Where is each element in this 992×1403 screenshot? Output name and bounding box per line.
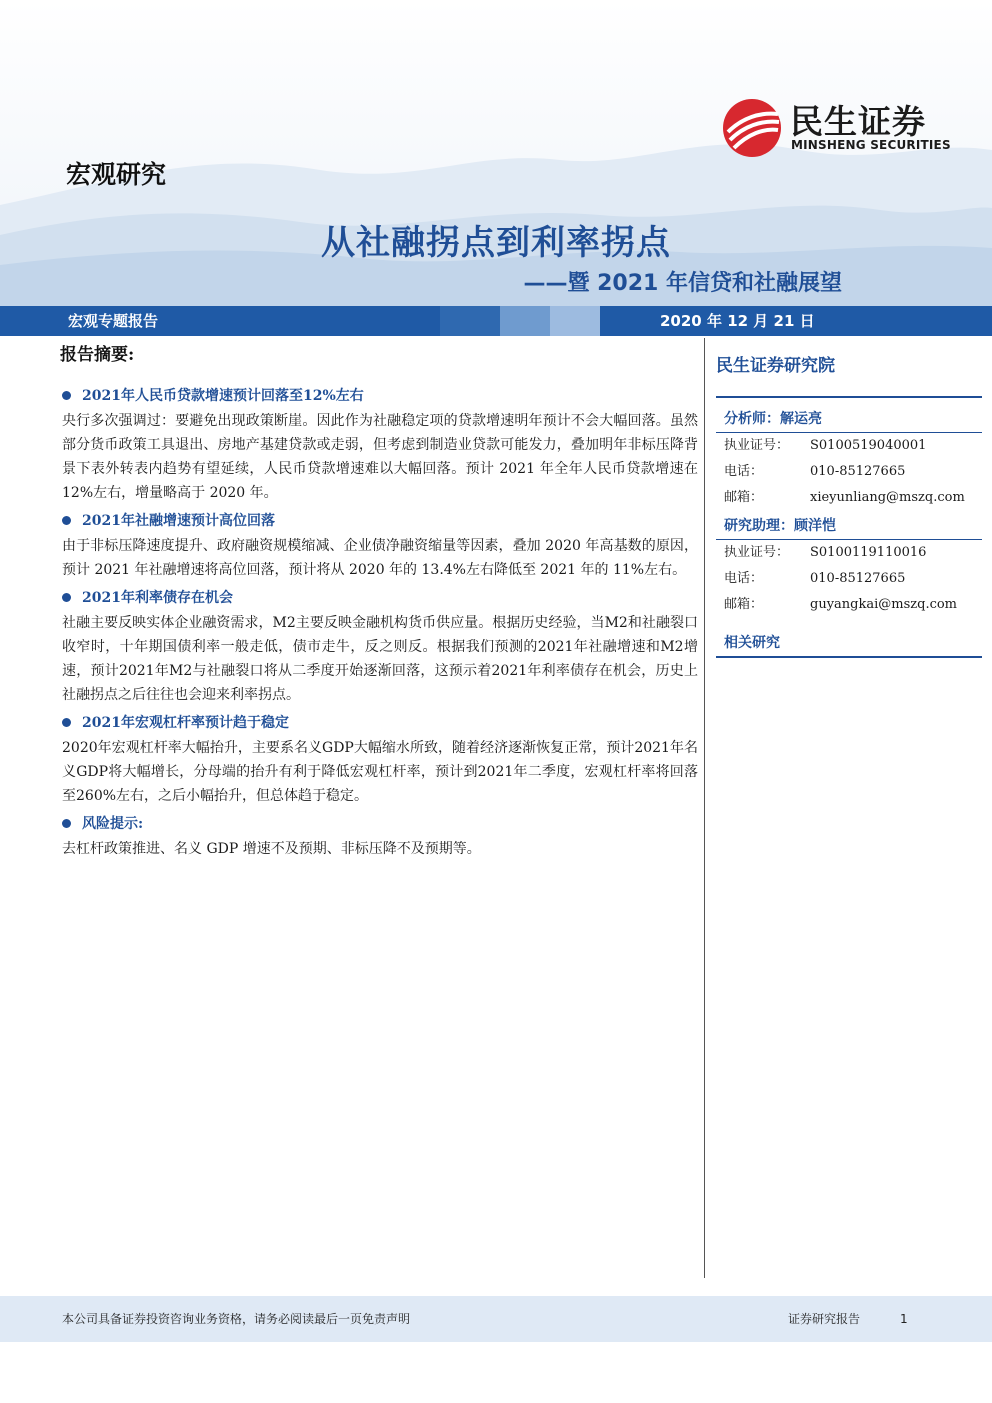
bullet-icon: [62, 718, 71, 727]
sidebar-divider: [716, 396, 982, 398]
summary-section-body: 央行多次强调过：要避免出现政策断崖。因此作为社融稳定项的贷款增速明年预计不会大幅回落。虽然部分货币政策工具退出、房地产基建贷款或走弱，但考虑到制造业贷款可能发力，叠加明年非标压降背景下表外转表内趋势有望延续，人民币贷款增速难以大幅回落。预计 2021 年全年人民币贷款增速在 12%左右，增量略高于 2020 年。: [62, 413, 698, 501]
brand-name-cn: 民生证券: [790, 102, 926, 141]
report-date: 2020 年 12 月 21 日: [660, 312, 815, 330]
summary-section-title: 2021年利率债存在机会: [60, 585, 698, 611]
bullet-icon: [62, 391, 71, 400]
summary-section: [60, 383, 698, 505]
summary-section: [60, 710, 698, 808]
assistant-email: 邮箱： guyangkai@mszq.com: [716, 592, 982, 618]
analyst-phone: 电话： 010-85127665: [724, 464, 906, 479]
analyst-email: 邮箱： xieyunliang@mszq.com: [716, 485, 982, 511]
sidebar-divider: [716, 656, 982, 658]
summary-section: [60, 508, 698, 582]
column-divider: [704, 338, 705, 1278]
report-subtitle: ——暨 2021 年信贷和社融展望: [523, 271, 842, 296]
summary-section-title: 2021年宏观杠杆率预计趋于稳定: [60, 710, 698, 736]
bullet-icon: [62, 593, 71, 602]
summary-heading: 报告摘要:: [60, 345, 135, 365]
sidebar: [716, 350, 982, 658]
summary-section-title: 2021年社融增速预计高位回落: [60, 508, 698, 534]
summary-section-body: 社融主要反映实体企业融资需求，M2主要反映金融机构货币供应量。根据历史经验，当M2和社融裂口收窄时，十年期国债利率一般走低，债市走牛，反之则反。根据我们预测的2021年社融增速和M2增速，预计2021年M2与社融裂口将从二季度开始逐渐回落，这预示着2021年利率债存在机会，历史上社融拐点之后往往也会迎来利率拐点。: [62, 615, 698, 703]
summary-body: [60, 383, 698, 864]
page-footer: [0, 1296, 992, 1342]
footer-doc-type: 证券研究报告: [788, 1312, 861, 1326]
report-title: 从社融拐点到利率拐点: [321, 223, 671, 263]
report-type: 宏观专题报告: [68, 312, 159, 330]
analyst-cert: 执业证号： S0100519040001: [724, 438, 927, 453]
analyst-label: 分析师：解运亮: [724, 411, 822, 427]
analyst-email-link[interactable]: xieyunliang@mszq.com: [810, 490, 965, 505]
risk-section: [60, 811, 698, 861]
assistant-cert: 执业证号： S0100119110016: [724, 545, 927, 560]
assistant-email-link[interactable]: guyangkai@mszq.com: [810, 597, 958, 612]
bullet-icon: [62, 819, 71, 828]
risk-section-body: 去杠杆政策推进、名义 GDP 增速不及预期、非标压降不及预期等。: [62, 841, 481, 857]
brand-name-en: MINSHENG SECURITIES: [791, 138, 951, 152]
brand-logo: [722, 96, 952, 158]
section-tag: 宏观研究: [66, 160, 167, 189]
footer-disclaimer: 本公司具备证券投资咨询业务资格，请务必阅读最后一页免责声明: [62, 1312, 411, 1326]
page-number: 1: [900, 1312, 908, 1326]
minsheng-logo-icon: [722, 98, 782, 158]
assistant-label: 研究助理：顾洋恺: [724, 518, 836, 534]
assistant-phone: 电话： 010-85127665: [724, 571, 906, 586]
summary-section: [60, 585, 698, 707]
summary-section-title: 2021年人民币贷款增速预计回落至12%左右: [60, 383, 698, 409]
related-research-label: 相关研究: [724, 635, 780, 651]
institute-name: 民生证券研究院: [716, 356, 835, 376]
bullet-icon: [62, 516, 71, 525]
summary-section-body: 2020年宏观杠杆率大幅抬升，主要系名义GDP大幅缩水所致，随着经济逐渐恢复正常，预计2021年名义GDP将大幅增长，分母端的抬升有利于降低宏观杠杆率，预计到2021年二季度，宏观杠杆率将回落至260%左右，之后小幅抬升，但总体趋于稳定。: [62, 740, 698, 804]
summary-section-body: 由于非标压降速度提升、政府融资规模缩减、企业债净融资缩量等因素，叠加 2020 年高基数的原因，预计 2021 年社融增速将高位回落，预计将从 2020 年的 13.4%左右降低至 2021 年的 11%左右。: [62, 538, 698, 578]
risk-section-title: 风险提示:: [60, 811, 698, 837]
